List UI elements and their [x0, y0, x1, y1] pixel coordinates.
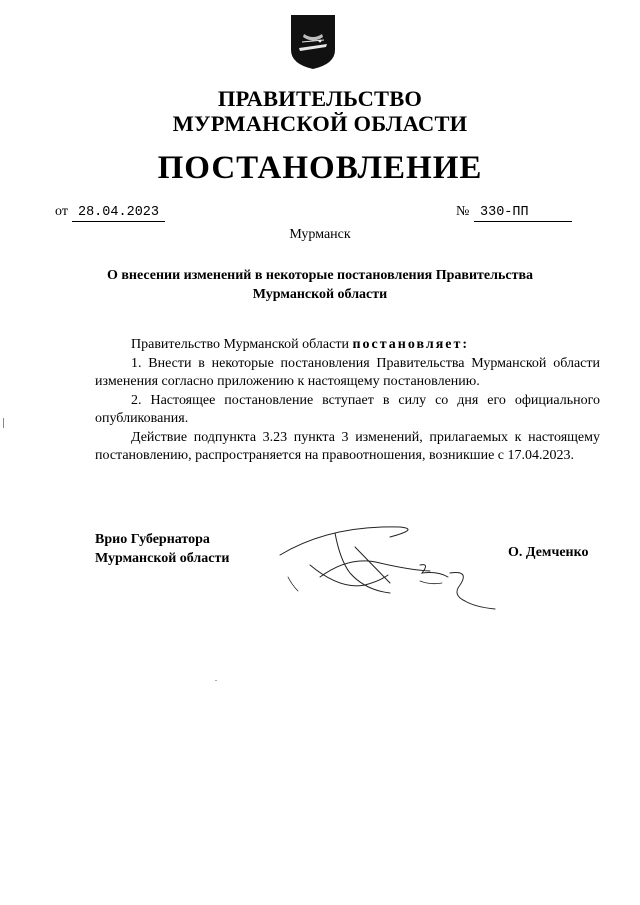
subject-line1: О внесении изменений в некоторые постановления Правительства — [106, 268, 534, 283]
number-prefix: № — [456, 204, 470, 219]
subject-line2: Мурманской области — [252, 287, 388, 302]
document-body — [95, 336, 600, 466]
document-type-title: ПОСТАНОВЛЕНИЕ — [157, 150, 483, 186]
document-date: 28.04.2023 — [72, 204, 165, 222]
handwritten-signature-icon — [270, 515, 500, 620]
scan-speck — [215, 680, 217, 681]
intro-keyword: постановляет: — [352, 337, 470, 352]
coat-of-arms-icon — [290, 14, 336, 70]
document-subject — [95, 266, 545, 304]
document-number: 330-ПП — [474, 204, 572, 222]
signatory-position-line1: Врио Губернатора — [95, 532, 210, 547]
intro-paragraph — [95, 336, 600, 355]
item-1-paragraph: 1. Внести в некоторые постановления Правительства Мурманской области изменения согласно приложению к настоящему постановлению. — [95, 355, 600, 389]
item-3-paragraph: Действие подпункта 3.23 пункта 3 изменений, прилагаемых к настоящему постановлению, распространяется на правоотношения, возникшие с 17.04.2023. — [95, 429, 600, 463]
date-prefix: от — [55, 204, 68, 219]
organization-name-line1: ПРАВИТЕЛЬСТВО — [217, 86, 423, 111]
item-2-paragraph: 2. Настоящее постановление вступает в силу со дня его официального опубликования. — [95, 392, 600, 426]
organization-name-line2: МУРМАНСКОЙ ОБЛАСТИ — [172, 111, 468, 136]
signatory-position-line2: Мурманской области — [95, 551, 230, 566]
scan-edge-mark — [3, 418, 4, 428]
signatory-name: О. Демченко — [508, 545, 589, 560]
city: Мурманск — [289, 227, 351, 242]
signatory-position — [95, 530, 229, 568]
intro-lead: Правительство Мурманской области — [131, 337, 353, 352]
